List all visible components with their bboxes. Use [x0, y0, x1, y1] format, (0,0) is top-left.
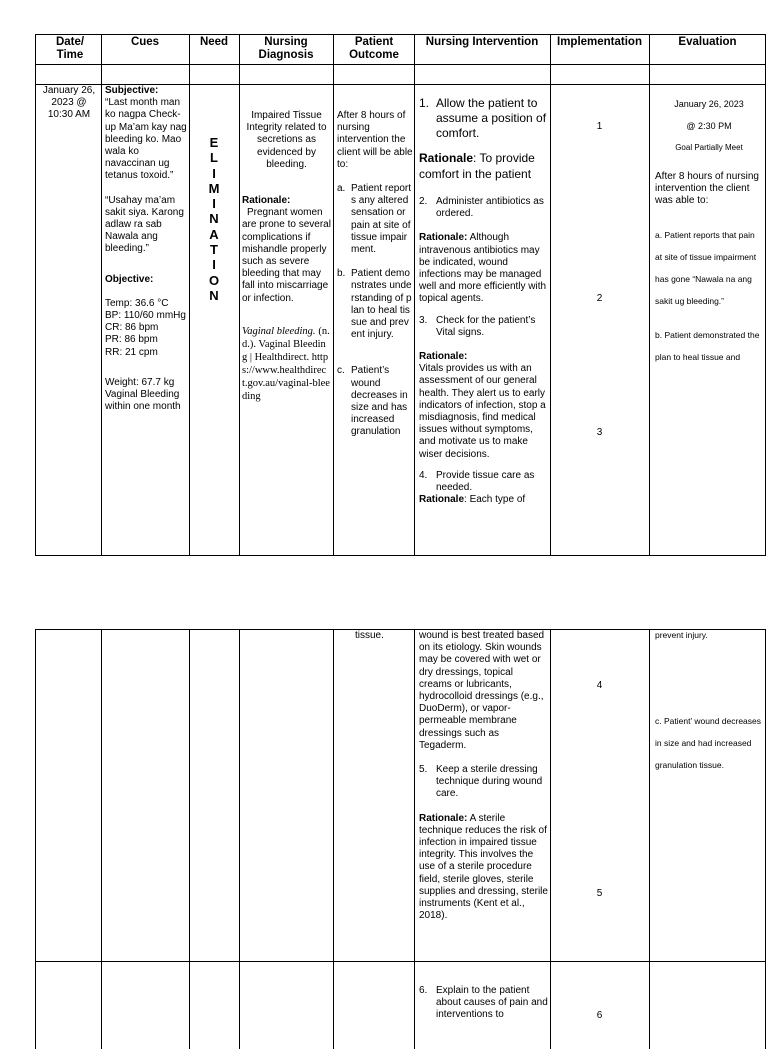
outcome-c: Patient’s wound decreases in size and has increased granulation — [351, 365, 408, 438]
diagnosis-text: Impaired Tissue Integrity related to secretions as evidenced by bleeding. — [246, 110, 327, 170]
evaluation-cell-continued — [655, 624, 763, 776]
outcome-a: Patient reports any altered sensation or pain at site of tissue impairment. — [351, 183, 412, 256]
header-patient-outcome: Patient Outcome — [349, 36, 399, 61]
diagnosis-rationale-label: Rationale: — [242, 195, 291, 207]
rationale-3: Vitals provides us with an assessment of our general health. They alert us to early indicators of infection, stop a misdiagnosis, find medical issues without symptoms, and motivate us to make wiser decisions. — [419, 363, 546, 460]
rationale-4-start: : Each type of — [464, 494, 526, 506]
rationale-2: Although intravenous antibiotics may be indicated, wound infections may be managed well and more efficiently with topical agents. — [419, 232, 547, 305]
rationale-5: A sterile technique reduces the risk of infection in impaired tissue integrity. This involves the use of a sterile procedure field, sterile gloves, sterile supplies and dressing, sterile instruments (Kent et al., 2018). — [419, 812, 548, 922]
intervention-1: Allow the patient to assume a position of comfort. — [436, 96, 547, 140]
date-time-cell: January 26, 2023 @ 10:30 AM — [42, 85, 96, 121]
header-cues: Cues — [130, 36, 160, 48]
implementation-4: 4 — [596, 680, 603, 691]
rr-value: RR: 21 cpm — [105, 346, 158, 358]
intervention-cell-continued: wound is best treated based on its etiology. Skin wounds may be covered with wet or dry dressings, topical creams or lubricants, hydrocolloid dressings (e.g., DuoDerm), or vapor-permeable membrane dressings such as Tegaderm. 5. Keep a sterile dressing technique during wound care. Rationale: A sterile technique reduces the risk of infection in impaired tissue integrity. This involves the use of a sterile procedure field, sterile gloves, sterile supplies and dressing, sterile instruments (Kent et al., 2018). — [419, 630, 548, 922]
temp-value: Temp: 36.6 °C — [105, 297, 169, 309]
cr-value: CR: 86 bpm — [105, 322, 159, 334]
header-implementation: Implementation — [557, 36, 642, 48]
evaluation-time: @ 2:30 PM — [686, 121, 732, 131]
cues-cell — [105, 85, 187, 413]
intervention-5: Keep a sterile dressing technique during wound care. — [436, 764, 543, 800]
care-plan-table-page2 — [35, 629, 766, 1049]
evaluation-b-continued: prevent injury. — [655, 630, 708, 640]
rationale-4-continued: wound is best treated based on its etiology. Skin wounds may be covered with wet or dry dressings, topical creams or lubricants, hydrocolloid dressings (e.g., DuoDerm), or vapor-permeable membrane dressings such as Tegaderm. — [419, 630, 545, 751]
header-evaluation: Evaluation — [678, 36, 737, 48]
evaluation-c: c. Patient’ wound decreases in size and had increased granulation tissue. — [655, 716, 761, 770]
rationale-1-label: Rationale — [419, 151, 474, 165]
outcome-intro: After 8 hours of nursing intervention the client will be able to: — [337, 110, 413, 170]
subjective-quote-2: “Usahay ma’am sakit siya. Karong adlaw ra sab Nawala ang bleeding.” — [105, 194, 184, 255]
implementation-3: 3 — [596, 427, 603, 438]
need-elimination: E L I M I N A T I O N — [208, 135, 220, 303]
intervention-4: Provide tissue care as needed. — [436, 469, 535, 494]
intervention-6-cell: 6. Explain to the patient about causes of pain and interventions to — [419, 985, 548, 1021]
rationale-2-label: Rationale: — [419, 232, 468, 244]
implementation-6: 6 — [596, 1010, 603, 1021]
implementation-2: 2 — [596, 293, 603, 304]
subjective-quote-1: “Last month man ko nagpa Check-up Ma’am kay nag bleeding ko. Mao wala ko navaccinan ug tetanus toxoid.” — [105, 97, 187, 182]
weight-value: Weight: 67.7 kg Vaginal Bleeding within one month — [105, 376, 181, 413]
header-need: Need — [199, 36, 229, 48]
subjective-label: Subjective: — [105, 85, 159, 96]
evaluation-goal: Goal Partially Meet — [675, 143, 743, 152]
intervention-cell: 1. Allow the patient to assume a position of comfort. Rationale: To provide comfort in the patient 2. Administer antibiotics as ordered. Rationale: Although intravenous antibiotics may be indicated, wound infections may be managed well and more efficiently with topical agents. 3. Check for the patient’s Vital signs. Rationale: Vitals provides us with an assessment of our general health. They alert us to early indicators of infection, stop a misdiagnosis, find medical issues without symptoms, and motivate us to make wiser decisions. 4. Provide tissue care as needed. Rationale: Each type of — [419, 96, 547, 506]
intervention-2: Administer antibiotics as ordered. — [436, 196, 544, 220]
rationale-5-label: Rationale: — [419, 812, 468, 824]
intervention-6: Explain to the patient about causes of pain and interventions to — [436, 985, 548, 1021]
header-nursing-intervention: Nursing Intervention — [425, 36, 539, 48]
bp-value: BP: 110/60 mmHg — [105, 310, 186, 322]
outcome-cell: After 8 hours of nursing intervention the client will be able to: a. Patient reports any altered sensation or pain at site of tissue impairment. b. Patient demonstrates understanding of plan to heal tissue and prevent injury. c. Patient’s wound decreases in size and has increased granulation — [337, 110, 413, 438]
reference-title: Vaginal bleeding. — [242, 325, 316, 337]
evaluation-a: a. Patient reports that pain at site of tissue impairment has gone “Nawala na ang sakit ug bleeding.” — [655, 229, 757, 306]
header-date-time: Date/ Time — [55, 36, 85, 61]
evaluation-b: b. Patient demonstrated the plan to heal tissue and — [655, 329, 760, 362]
pr-value: PR: 86 bpm — [105, 334, 158, 346]
intervention-3: Check for the patient’s Vital signs. — [436, 314, 536, 338]
evaluation-intro: After 8 hours of nursing intervention the client was able to: — [655, 171, 759, 207]
implementation-5: 5 — [596, 888, 603, 899]
outcome-c-continued: tissue. — [355, 630, 384, 641]
header-nursing-diagnosis: Nursing Diagnosis — [258, 36, 314, 61]
evaluation-cell — [655, 93, 763, 553]
objective-label: Objective: — [105, 273, 154, 285]
reference-details: (n.d.). Vaginal Bleeding | Healthdirect. https://www.healthdirect.gov.au/vaginal-bleeding — [242, 325, 330, 402]
diagnosis-rationale: Pregnant women are prone to several complications if mishandle properly such as severe bleeding that may fall into miscarriage or infection. — [242, 207, 331, 304]
rationale-4-label: Rationale — [419, 494, 465, 506]
evaluation-date: January 26, 2023 — [674, 99, 744, 109]
rationale-1: : To provide comfort in the patient — [419, 151, 535, 181]
rationale-3-label: Rationale: — [419, 351, 468, 363]
care-plan-table-page1 — [35, 34, 766, 556]
implementation-1: 1 — [596, 121, 603, 132]
diagnosis-cell — [242, 110, 331, 403]
outcome-b: Patient demonstrates understanding of plan to heal tissue and prevent injury. — [351, 268, 412, 341]
